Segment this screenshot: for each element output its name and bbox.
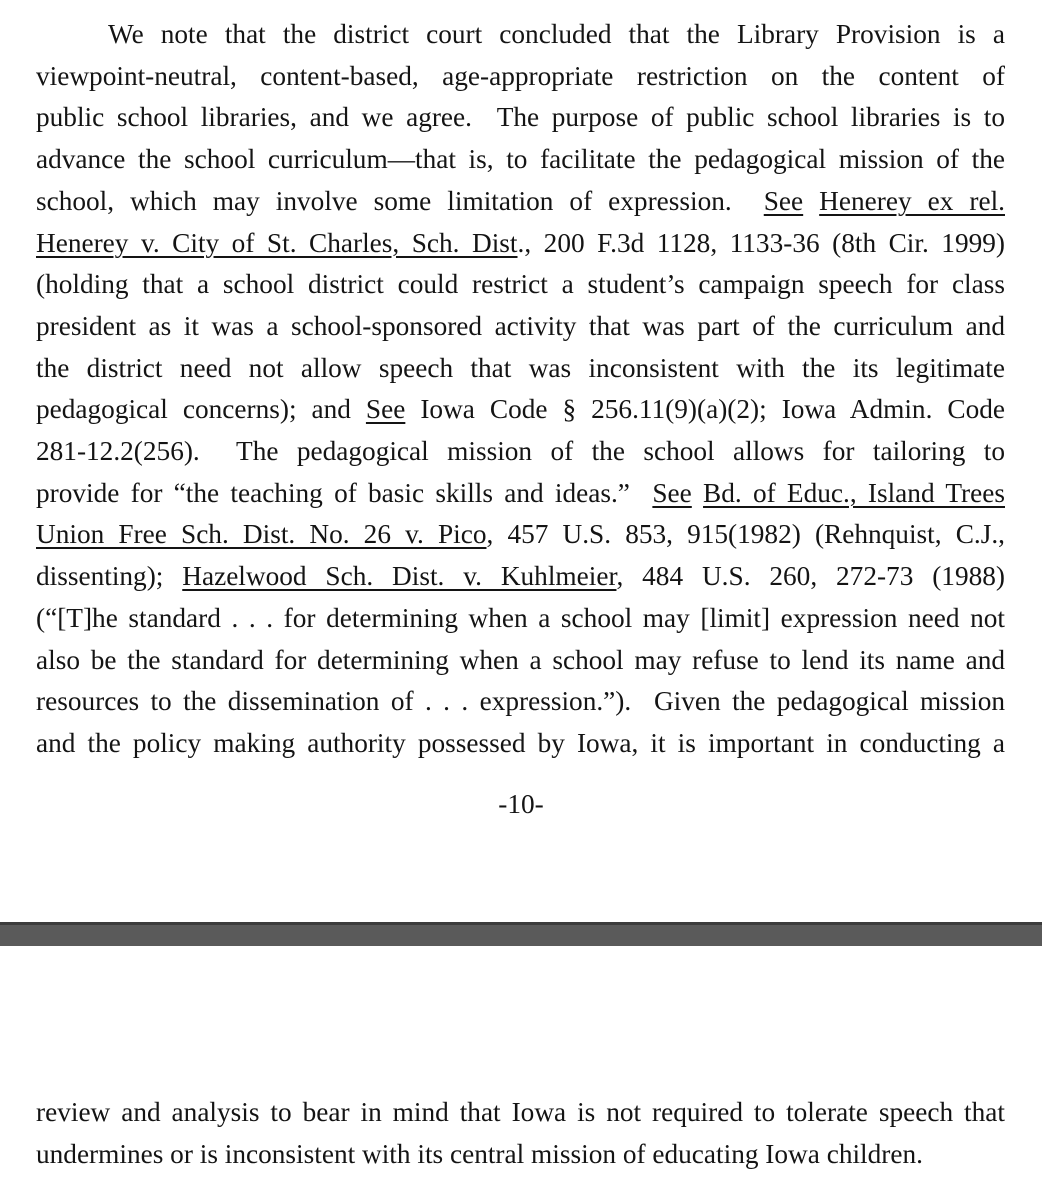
citation-underlined: See — [652, 477, 692, 508]
text-segment: ., 200 F.3d 1128, 1133-36 (8th Cir. 1999) — [517, 227, 1005, 258]
text-segment: the district need not allow speech that was inconsistent with the its legitimate — [36, 352, 1005, 383]
text-segment: resources to the dissemination of . . . expression.”). Given the pedagogical mission — [36, 686, 1005, 717]
text-line — [36, 597, 1005, 639]
text-segment: Iowa Code § 256.11(9)(a)(2); Iowa Admin. Code — [405, 394, 1005, 425]
text-line — [36, 722, 1005, 764]
citation-underlined: Union Free Sch. Dist. No. 26 v. Pico — [36, 519, 487, 550]
text-segment: (holding that a school district could restrict a student’s campaign speech for class — [36, 269, 1005, 300]
text-line — [36, 347, 1005, 389]
text-line — [36, 138, 1005, 180]
text-segment — [692, 478, 703, 508]
text-segment: pedagogical concerns); and — [36, 394, 366, 425]
text-line — [108, 13, 1005, 55]
text-segment: advance the school curriculum—that is, to facilitate the pedagogical mission of the — [36, 144, 1005, 175]
text-segment: also be the standard for determining when a school may refuse to lend its name and — [36, 644, 1005, 675]
text-segment: dissenting); — [36, 561, 183, 592]
page-separator-edge — [0, 922, 1042, 925]
text-segment: school, which may involve some limitation of expression. — [36, 185, 764, 216]
citation-underlined: Henerey v. City of St. Charles, Sch. Dist — [36, 227, 518, 258]
text-line — [36, 305, 1005, 347]
text-line — [36, 1091, 1005, 1133]
text-line — [36, 388, 1005, 430]
text-line — [36, 430, 1005, 472]
citation-underlined: Hazelwood Sch. Dist. v. Kuhlmeier — [182, 561, 617, 592]
text-segment: undermines or is inconsistent with its central mission of educating Iowa children. — [36, 1138, 923, 1169]
document-page-11 — [0, 946, 1042, 1200]
text-line — [36, 555, 1005, 597]
citation-underlined: See — [763, 185, 804, 216]
citation-underlined: Bd. of Educ., Island Trees — [703, 477, 1005, 508]
text-segment: viewpoint-neutral, content-based, age-appropriate restriction on the content of — [36, 60, 1005, 91]
text-segment: provide for “the teaching of basic skills and ideas.” — [36, 477, 653, 508]
text-line — [36, 639, 1005, 681]
citation-underlined: See — [365, 394, 406, 425]
text-segment: We note that the district court concluded that the Library Provision is a — [108, 19, 1005, 49]
text-segment: , 484 U.S. 260, 272-73 (1988) — [616, 561, 1005, 592]
text-line — [36, 180, 1005, 222]
text-line — [36, 222, 1005, 264]
text-segment: and the policy making authority possessed by Iowa, it is important in conducting a — [36, 727, 1005, 758]
text-line — [36, 472, 1005, 514]
text-segment: public school libraries, and we agree. The purpose of public school libraries is to — [36, 102, 1005, 133]
text-segment: 281-12.2(256). The pedagogical mission of the school allows for tailoring to — [36, 436, 1005, 466]
text-line — [36, 263, 1005, 305]
page-number: -10- — [498, 789, 544, 819]
text-line — [36, 55, 1005, 97]
text-line — [36, 513, 1005, 555]
citation-underlined: Henerey ex rel. — [819, 185, 1005, 216]
text-segment — [803, 186, 819, 216]
text-line — [36, 1133, 1005, 1175]
text-line — [36, 680, 1005, 722]
page-separator — [0, 922, 1042, 946]
text-segment: (“[T]he standard . . . for determining when a school may [limit] expression need not — [36, 602, 1005, 633]
text-segment: review and analysis to bear in mind that Iowa is not required to tolerate speech that — [36, 1097, 1005, 1127]
text-segment: , 457 U.S. 853, 915(1982) (Rehnquist, C.J., — [486, 519, 1006, 550]
text-segment: president as it was a school-sponsored activity that was part of the curriculum and — [36, 310, 1005, 341]
text-line — [36, 96, 1005, 138]
